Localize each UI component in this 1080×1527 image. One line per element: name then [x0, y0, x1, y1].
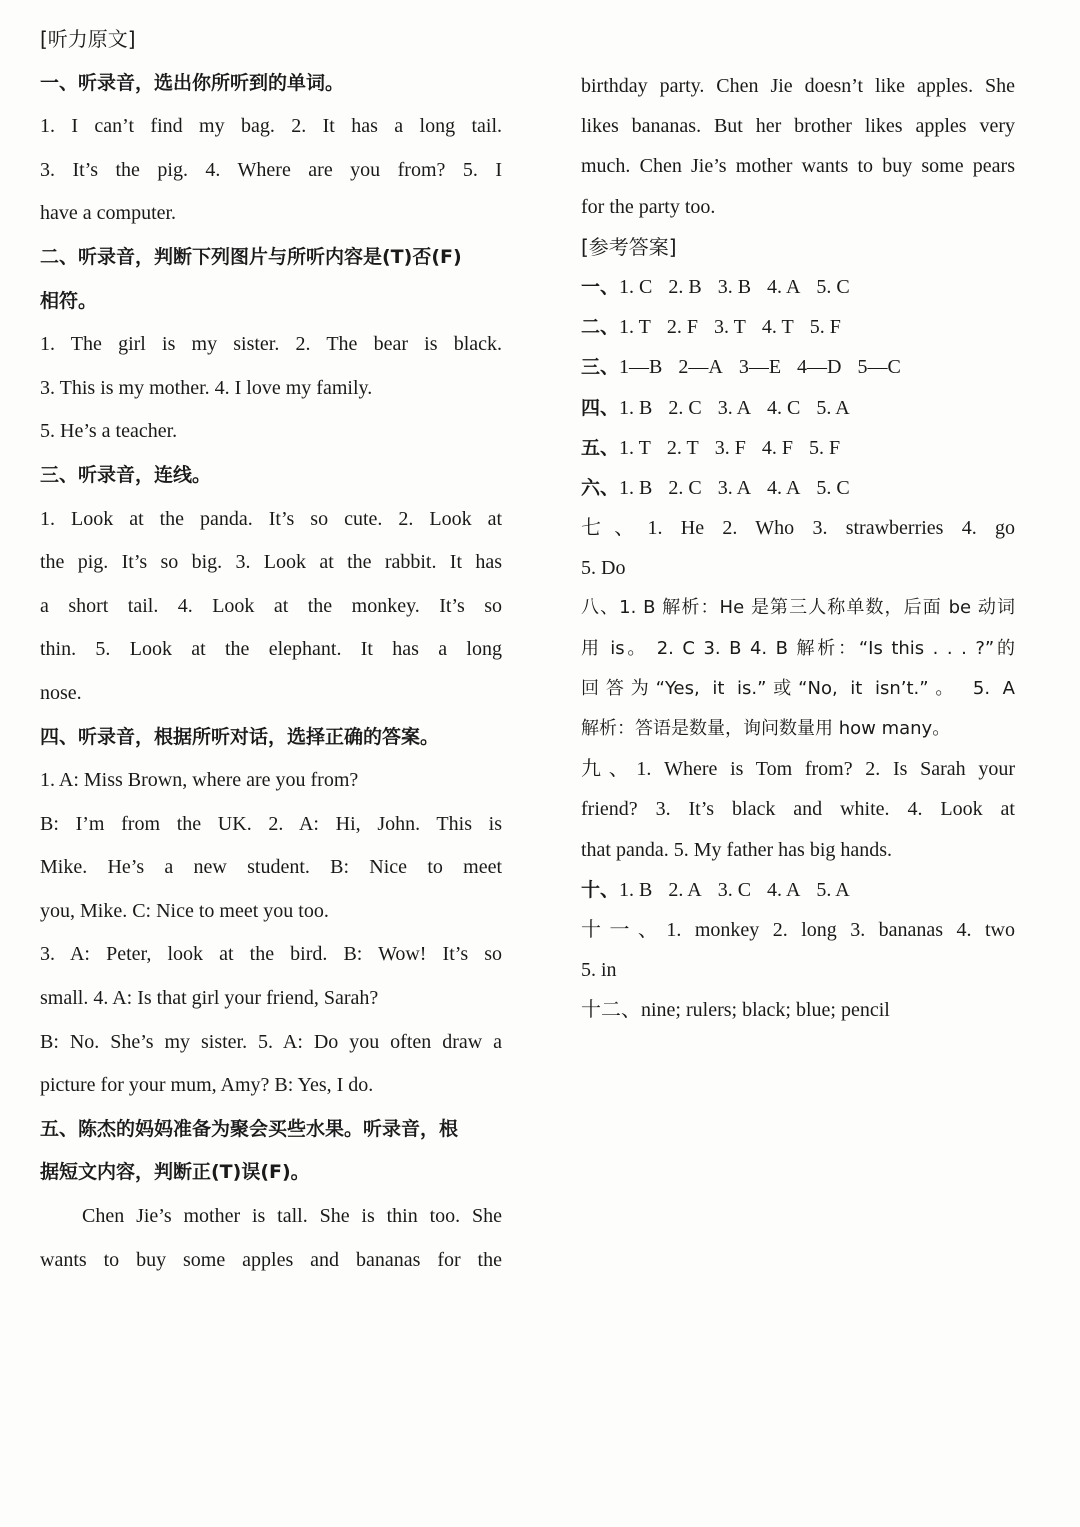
answer-item: 2. C	[668, 476, 702, 499]
answer-item: 4. A	[767, 878, 801, 901]
answer-item: 5. A	[816, 396, 850, 419]
section1-line: 1. I can’t find my bag. 2. It has a long tail.	[40, 115, 502, 138]
section4-heading: 四、听录音，根据所听对话，选择正确的答案。	[40, 725, 440, 748]
answer-item: 2—A	[678, 356, 723, 379]
answer-item: 5. F	[808, 436, 841, 459]
section4-line: 1. A: Miss Brown, where are you from?	[40, 769, 359, 792]
answer-item: 4. A	[767, 275, 801, 298]
section4-line: Mike. He’s a new student. B: Nice to meet	[40, 856, 502, 879]
answer-item: 1. B	[619, 396, 653, 419]
answer-row-11-cont: 5. in	[581, 959, 617, 982]
answer-row-3	[581, 347, 1015, 387]
answer-item: 3. A	[717, 396, 752, 419]
reference-answers-title: [参考答案]	[581, 234, 677, 259]
section4-line: you, Mike. C: Nice to meet you too.	[40, 899, 329, 922]
section3-line: 1. Look at the panda. It’s so cute. 2. Look at	[40, 507, 502, 530]
answer-item: 4. A	[767, 476, 801, 499]
section4-line: picture for your mum, Amy? B: Yes, I do.	[40, 1074, 374, 1097]
answer-row-7: 七、1. He 2. Who 3. strawberries 4. go	[581, 517, 1015, 540]
answer-row-11: 十一、1. monkey 2. long 3. bananas 4. two	[581, 918, 1015, 941]
answer-label: 十、	[581, 878, 620, 901]
answer-item: 3—E	[738, 356, 782, 379]
answer-row-9-cont: that panda. 5. My father has big hands.	[581, 838, 893, 861]
answer-item: 1—B	[619, 356, 663, 379]
answer-item: 4. F	[761, 436, 793, 459]
answer-row-5	[581, 428, 1015, 468]
section3-line: nose.	[40, 681, 82, 704]
section3-line: thin. 5. Look at the elephant. It has a long	[40, 638, 502, 661]
answer-item: 5. F	[809, 316, 841, 339]
section3-line: the pig. It’s so big. 3. Look at the rabbit. It has	[40, 551, 502, 574]
answer-row-9: 九、1. Where is Tom from? 2. Is Sarah your	[581, 758, 1015, 781]
answer-item: 4—D	[797, 356, 842, 379]
passage-continued-line: much. Chen Jie’s mother wants to buy some pears	[581, 155, 1015, 178]
answer-row-6	[581, 468, 1015, 508]
listening-script-title: [听力原文]	[40, 27, 136, 51]
right-column	[581, 66, 1015, 1031]
section1-line: have a computer.	[40, 202, 177, 225]
section2-line: 1. The girl is my sister. 2. The bear is black.	[40, 333, 502, 356]
section4-line: B: I’m from the UK. 2. A: Hi, John. This is	[40, 812, 502, 835]
section2-heading: 二、听录音，判断下列图片与所听内容是(T)否(F)	[40, 245, 462, 268]
answer-item: 4. T	[761, 316, 794, 339]
section5-heading: 五、陈杰的妈妈准备为聚会买些水果。听录音，根	[40, 1117, 459, 1140]
answer-item: 1. C	[619, 275, 653, 298]
section4-line: B: No. She’s my sister. 5. A: Do you often draw a	[40, 1030, 502, 1053]
answer-row-10	[581, 870, 1015, 910]
answer-item: 3. A	[717, 476, 752, 499]
answer-label: 四、	[581, 396, 620, 419]
section2-line: 5. He’s a teacher.	[40, 420, 178, 443]
answer-item: 5. C	[816, 476, 850, 499]
section1-heading: 一、听录音，选出你所听到的单词。	[40, 71, 345, 94]
section3-line: a short tail. 4. Look at the monkey. It’s so	[40, 594, 502, 617]
section4-line: 3. A: Peter, look at the bird. B: Wow! It’s so	[40, 943, 502, 966]
answer-item: 2. A	[668, 878, 702, 901]
section5-passage-line: wants to buy some apples and bananas for the	[40, 1248, 502, 1271]
answer-item: 1. B	[619, 878, 653, 901]
answer-item: 2. C	[668, 396, 702, 419]
section5-heading: 据短文内容，判断正(T)误(F)。	[40, 1161, 310, 1184]
passage-continued-line: likes bananas. But her brother likes apples very	[581, 115, 1015, 138]
passage-continued-line: for the party too.	[581, 195, 716, 218]
answer-item: 2. T	[666, 436, 699, 459]
section2-line: 3. This is my mother. 4. I love my family.	[40, 376, 373, 399]
answer-item: 1. T	[619, 316, 651, 339]
answer-row-1	[581, 267, 1015, 307]
answer-item: 3. C	[717, 878, 752, 901]
answer-row-8-cont: 用 is。 2. C 3. B 4. B 解析：“Is this . . . ?”的	[581, 637, 1015, 659]
answer-item: 2. F	[666, 316, 698, 339]
section1-line: 3. It’s the pig. 4. Where are you from? 5. I	[40, 158, 502, 181]
answer-label: 三、	[581, 356, 620, 379]
answer-row-7-cont: 5. Do	[581, 557, 626, 580]
answer-row-2	[581, 307, 1015, 347]
answer-label: 二、	[581, 316, 620, 339]
answer-item: 3. T	[714, 316, 746, 339]
answer-item: 5. A	[816, 878, 850, 901]
answer-label: 五、	[581, 436, 620, 459]
answer-item: 1. B	[619, 476, 653, 499]
answer-item: 5—C	[857, 356, 901, 379]
answer-item: 3. F	[714, 436, 746, 459]
answer-label: 一、	[581, 275, 620, 298]
answer-label: 六、	[581, 476, 620, 499]
answer-item: 5. C	[816, 275, 850, 298]
section2-heading: 相符。	[40, 289, 98, 312]
passage-continued-line: birthday party. Chen Jie doesn’t like apples. She	[581, 75, 1015, 97]
answer-row-8: 八、1. B 解析：He 是第三人称单数，后面 be 动词	[581, 597, 1015, 619]
section4-line: small. 4. A: Is that girl your friend, Sarah?	[40, 987, 379, 1010]
answer-row-8-cont: 回答为“Yes, it is.”或“No, it isn’t.”。 5. A	[581, 677, 1015, 699]
answer-row-4	[581, 388, 1015, 428]
answer-item: 2. B	[668, 275, 702, 298]
left-column	[40, 18, 502, 1282]
answer-item: 1. T	[619, 436, 651, 459]
answer-row-12: 十二、nine; rulers; black; blue; pencil	[581, 999, 890, 1022]
section5-passage-line: Chen Jie’s mother is tall. She is thin too. She	[82, 1205, 502, 1228]
answer-item: 3. B	[717, 275, 752, 298]
answer-item: 4. C	[767, 396, 801, 419]
section3-heading: 三、听录音，连线。	[40, 463, 212, 486]
answer-row-8-cont: 解析：答语是数量，询问数量用 how many。	[581, 718, 951, 739]
answer-row-9-cont: friend? 3. It’s black and white. 4. Look at	[581, 798, 1015, 821]
